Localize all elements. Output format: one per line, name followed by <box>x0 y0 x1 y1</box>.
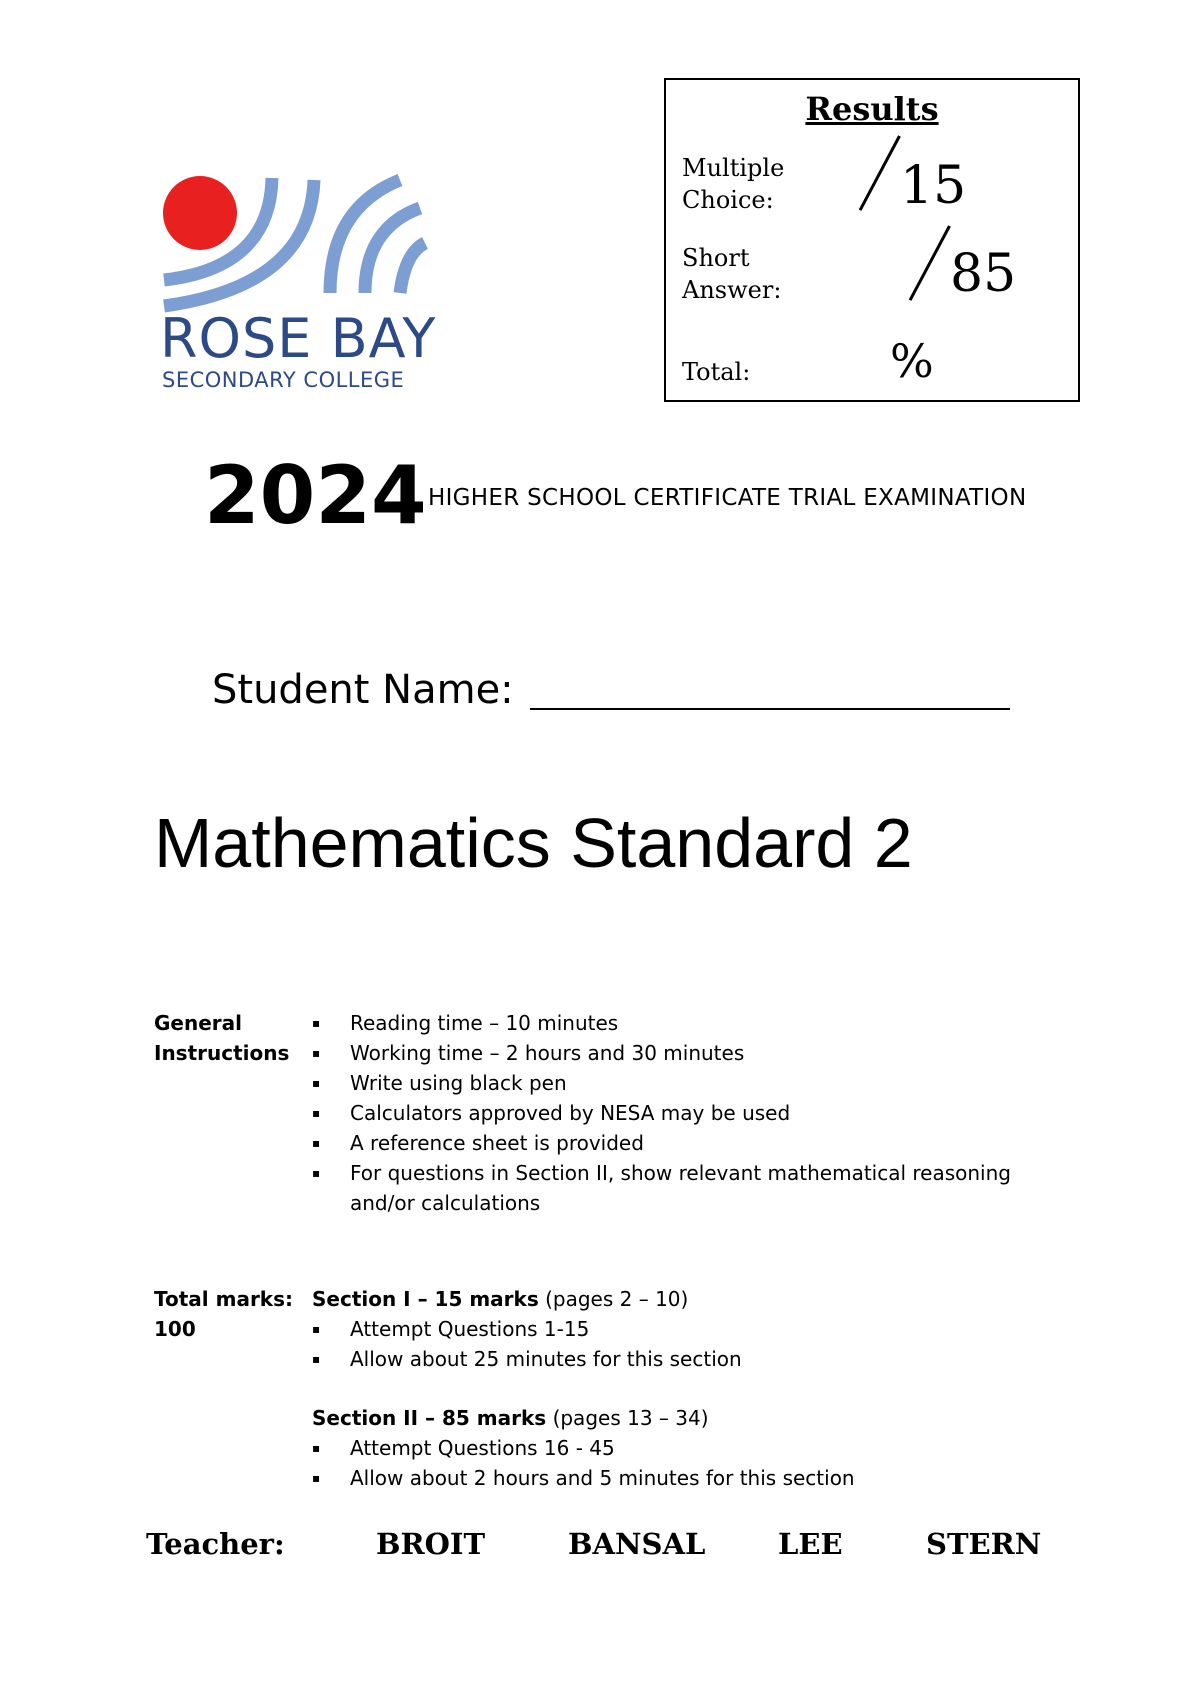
section-1-block <box>312 1284 1042 1374</box>
short-answer-out-of: 85 <box>950 244 1017 304</box>
section-item: ▪ Attempt Questions 16 - 45 <box>312 1433 1042 1463</box>
section-2-title: Section II – 85 marks (pages 13 – 34) <box>312 1406 709 1430</box>
multiple-choice-slash <box>859 135 901 211</box>
section-2-block <box>312 1403 1042 1493</box>
general-instructions-heading: General Instructions <box>154 1011 290 1065</box>
general-instructions-list <box>312 1008 1042 1218</box>
section-item: ▪ Attempt Questions 1-15 <box>312 1314 1042 1344</box>
instruction-item: ▪ Reading time – 10 minutes <box>312 1008 1042 1038</box>
teacher-label: Teacher: <box>146 1527 285 1561</box>
logo-subtitle: SECONDARY COLLEGE <box>162 368 405 392</box>
results-box <box>664 78 1080 402</box>
results-title: Results <box>805 90 939 128</box>
total-label: Total: <box>682 358 751 386</box>
instruction-item: ▪ Calculators approved by NESA may be used <box>312 1098 1042 1128</box>
instruction-item: ▪ Write using black pen <box>312 1068 1042 1098</box>
section-2-list <box>312 1433 1042 1493</box>
short-answer-label: Short Answer: <box>682 244 782 304</box>
logo-sun-icon <box>163 176 237 250</box>
section-item: ▪ Allow about 2 hours and 5 minutes for this section <box>312 1463 1042 1493</box>
student-name-field[interactable] <box>530 708 1010 710</box>
teacher-option[interactable]: LEE <box>778 1527 843 1561</box>
teacher-option[interactable]: BROIT <box>376 1527 486 1561</box>
instruction-item: ▪ A reference sheet is provided <box>312 1128 1042 1158</box>
total-percent: % <box>890 334 934 388</box>
instruction-item: ▪ Working time – 2 hours and 30 minutes <box>312 1038 1042 1068</box>
exam-title: HIGHER SCHOOL CERTIFICATE TRIAL EXAMINATION <box>428 485 1027 511</box>
teacher-option[interactable]: BANSAL <box>568 1527 706 1561</box>
student-name-label: Student Name: <box>212 667 514 713</box>
multiple-choice-label: Multiple Choice: <box>682 154 785 214</box>
teacher-option[interactable]: STERN <box>926 1527 1042 1561</box>
logo-name: ROSE BAY <box>160 307 437 370</box>
section-1-list <box>312 1314 1042 1374</box>
short-answer-slash <box>909 225 951 301</box>
section-1-title: Section I – 15 marks (pages 2 – 10) <box>312 1287 689 1311</box>
multiple-choice-out-of: 15 <box>900 156 967 216</box>
total-marks-heading: Total marks: 100 <box>154 1287 294 1341</box>
section-item: ▪ Allow about 25 minutes for this section <box>312 1344 1042 1374</box>
instruction-item: ▪ For questions in Section II, show relevant mathematical reasoning and/or calculations <box>312 1158 1042 1218</box>
subject-title: Mathematics Standard 2 <box>154 804 913 882</box>
exam-year: 2024 <box>204 449 427 542</box>
